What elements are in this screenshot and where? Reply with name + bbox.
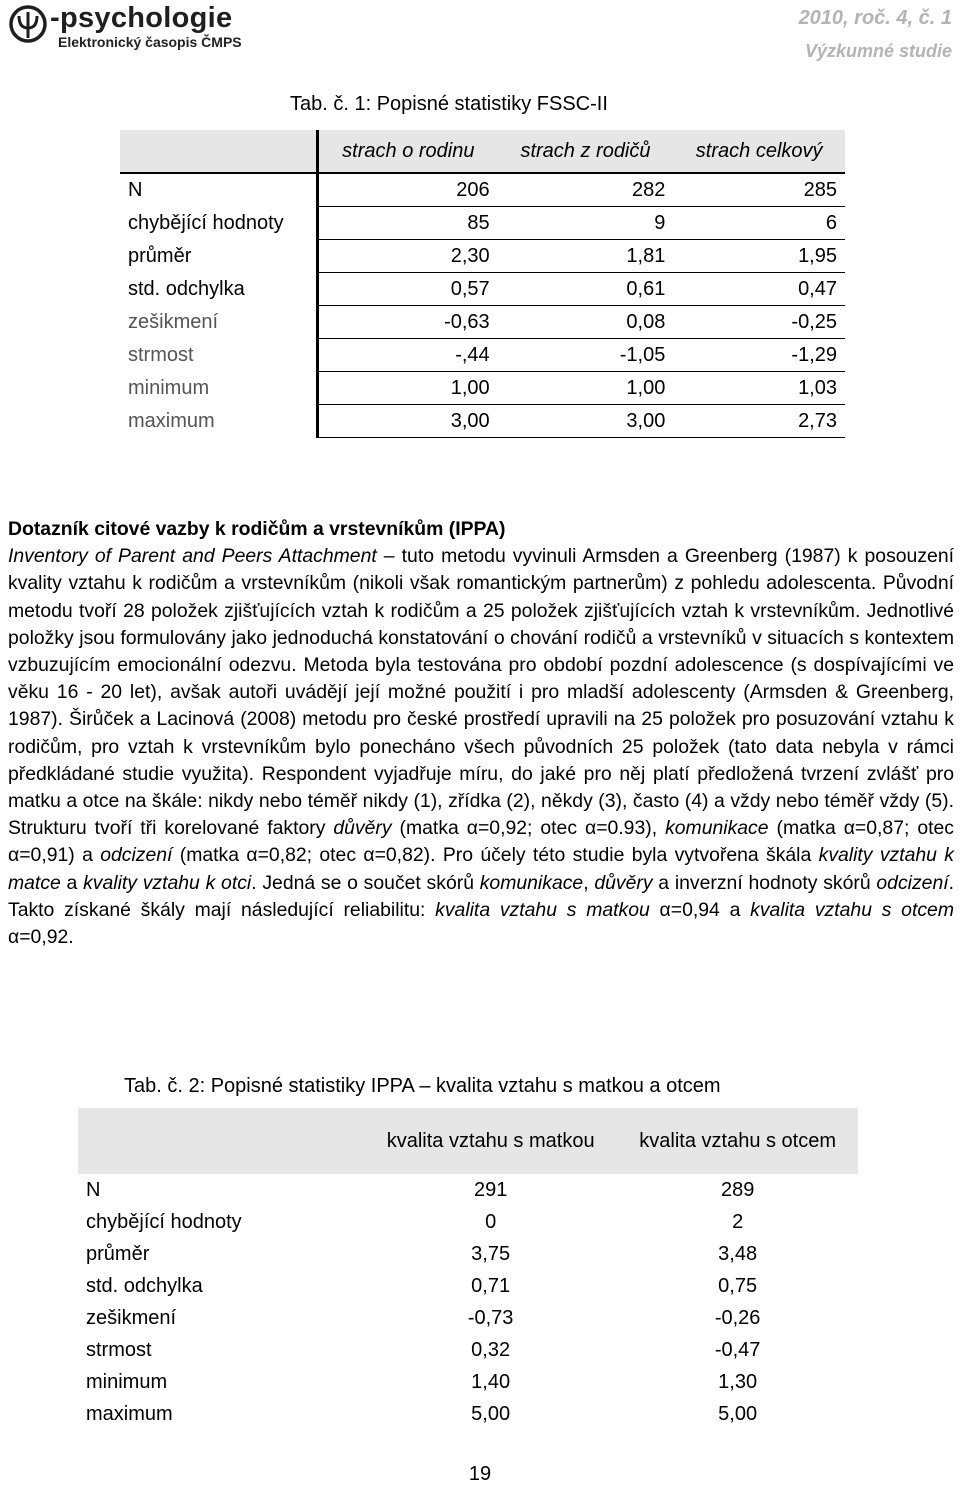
table-cell: 0,57 <box>318 273 498 306</box>
table-row <box>120 405 845 438</box>
table-cell: 1,95 <box>673 240 845 273</box>
table-row <box>120 240 845 273</box>
table1-column-header: strach o rodinu <box>318 130 498 173</box>
table-cell: 285 <box>673 173 845 207</box>
table-cell: 0,61 <box>498 273 674 306</box>
table-row <box>120 372 845 405</box>
section-label: Výzkumné studie <box>804 41 952 61</box>
table-cell: 0,71 <box>471 1275 511 1297</box>
psi-logo-icon <box>8 4 48 44</box>
table-cell: 282 <box>498 173 674 207</box>
table-cell: 5,00 <box>718 1403 758 1425</box>
table-cell: -0,73 <box>467 1307 514 1329</box>
table-cell: 0,08 <box>498 306 674 339</box>
table1-column-header: strach z rodičů <box>498 130 674 173</box>
page-number: 19 <box>468 1463 492 1485</box>
table-cell: 9 <box>498 207 674 240</box>
table-row <box>120 306 845 339</box>
table-row <box>78 1302 858 1334</box>
table-row <box>120 173 845 207</box>
table-row <box>78 1366 858 1398</box>
table-cell: 3,75 <box>471 1243 511 1265</box>
row-label: minimum <box>120 372 318 405</box>
table-cell: -0,47 <box>714 1339 761 1361</box>
table2-column-header: kvalita vztahu s otcem <box>617 1108 858 1174</box>
instrument-title: Inventory of Parent and Peers Attachment <box>8 545 377 568</box>
journal-logo-name: -psychologie <box>50 2 233 34</box>
table-cell: 0,47 <box>673 273 845 306</box>
table-cell: 2 <box>732 1211 744 1233</box>
table-cell: -1,05 <box>498 339 674 372</box>
table-row <box>120 273 845 306</box>
table-cell: 206 <box>318 173 498 207</box>
table-row <box>120 339 845 372</box>
table-cell: -0,26 <box>714 1307 761 1329</box>
table2 <box>78 1108 858 1430</box>
row-label: maximum <box>120 405 318 438</box>
row-label: průměr <box>120 240 318 273</box>
table-row <box>120 207 845 240</box>
table-cell: 0,32 <box>471 1339 511 1361</box>
journal-header <box>0 0 960 62</box>
row-label: maximum <box>86 1403 173 1425</box>
table1-header-row <box>120 130 845 173</box>
table-cell: 0 <box>485 1211 497 1233</box>
issue-label: 2010, roč. 4, č. 1 <box>798 7 952 29</box>
table-row <box>78 1206 858 1238</box>
table-cell: 1,81 <box>498 240 674 273</box>
table1-column-header: strach celkový <box>673 130 845 173</box>
table-cell: 3,48 <box>718 1243 758 1265</box>
table1-caption: Tab. č. 1: Popisné statistiky FSSC-II <box>290 93 608 115</box>
journal-logo-subtitle: Elektronický časopis ČMPS <box>58 34 242 50</box>
row-label: chybějící hodnoty <box>120 207 318 240</box>
table-cell: 85 <box>318 207 498 240</box>
row-label: strmost <box>120 339 318 372</box>
table-cell: -0,63 <box>318 306 498 339</box>
table-row <box>78 1174 858 1206</box>
table-cell: 0,75 <box>718 1275 758 1297</box>
table2-caption: Tab. č. 2: Popisné statistiky IPPA – kvalita vztahu s matkou a otcem <box>124 1075 721 1097</box>
table2-column-header: kvalita vztahu s matkou <box>364 1108 617 1174</box>
table-cell: 2,73 <box>673 405 845 438</box>
table-cell: -0,25 <box>673 306 845 339</box>
row-label: zešikmení <box>120 306 318 339</box>
table-cell: 289 <box>720 1179 755 1201</box>
row-label: zešikmení <box>86 1307 177 1329</box>
table-row <box>78 1398 858 1430</box>
row-label: minimum <box>86 1371 168 1393</box>
table2-corner-cell <box>78 1108 364 1174</box>
table-row <box>78 1270 858 1302</box>
section-heading: Dotazník citové vazby k rodičům a vrstevníkům (IPPA) <box>8 518 506 540</box>
row-label: N <box>86 1179 101 1201</box>
table-cell: 2,30 <box>318 240 498 273</box>
table-cell: 6 <box>673 207 845 240</box>
row-label: chybějící hodnoty <box>86 1211 242 1233</box>
table1 <box>120 130 845 438</box>
table-cell: 291 <box>473 1179 508 1201</box>
row-label: strmost <box>86 1339 152 1361</box>
table1-corner-cell <box>120 130 318 173</box>
table-cell: 1,40 <box>471 1371 511 1393</box>
table-cell: 1,00 <box>318 372 498 405</box>
row-label: std. odchylka <box>120 273 318 306</box>
table-row <box>78 1238 858 1270</box>
table-cell: 5,00 <box>471 1403 511 1425</box>
row-label: N <box>120 173 318 207</box>
row-label: průměr <box>86 1243 150 1265</box>
table2-header-row <box>78 1108 858 1174</box>
table-cell: 3,00 <box>318 405 498 438</box>
ippa-section <box>8 516 954 951</box>
table-cell: 3,00 <box>498 405 674 438</box>
table-cell: -1,29 <box>673 339 845 372</box>
table-cell: -,44 <box>318 339 498 372</box>
table-row <box>78 1334 858 1366</box>
table-cell: 1,30 <box>718 1371 758 1393</box>
ippa-paragraph: Inventory of Parent and Peers Attachment – tuto metodu vyvinuli Armsden a Greenberg (1987) k posouzení kvality vztahu k rodičům a vrstevníkům (nikoli však romantickým partnerům) z pohledu adolescenta. Původní metodu tvoří 28 položek zjišťujících vztah k rodičům a 25 položek zjišťujících vztah k vrstevníkům. Jednotlivé položky jsou formulovány jako jednoduchá konstatování o chování rodičů a vrstevníků v situacích s kontextem vzbuzujícím emocionální odezvu. Metoda byla testována pro období pozdní adolescence (s dospívajícími ve věku 16 - 20 let), avšak autoři uvádějí její možné použití i pro mladší adolescenty (Armsden & Greenberg, 1987). Širůček a Lacinová (2008) metodu pro české prostředí upravili na 25 položek pro posuzování vztahu k rodičům, pro vztah k vrstevníkům bylo ponecháno všech původních 25 položek (tato data nebyla v rámci předkládané studie využita). Respondent vyjadřuje míru, do jaké pro něj platí předložená tvrzení zvlášť pro matku a otce na škále: nikdy nebo téměř nikdy (1), zřídka (2), někdy (3), často (4) a vždy nebo téměř vždy (5). Strukturu tvoří tři korelované faktory důvěry (matka α=0,92; otec α=0.93), komunikace (matka α=0,87; otec α=0,91) a odcizení (matka α=0,82; otec α=0,82). Pro účely této studie byla vytvořena škála kvality vztahu k matce a kvality vztahu k otci. Jedná se o součet skórů komunikace, důvěry a inverzní hodnoty skórů odcizení. Takto získané škály mají následující reliabilitu: kvalita vztahu s matkou α=0,94 a kvalita vztahu s otcem α=0,92. <box>8 545 955 949</box>
table-cell: 1,03 <box>673 372 845 405</box>
table-cell: 1,00 <box>498 372 674 405</box>
row-label: std. odchylka <box>86 1275 203 1297</box>
